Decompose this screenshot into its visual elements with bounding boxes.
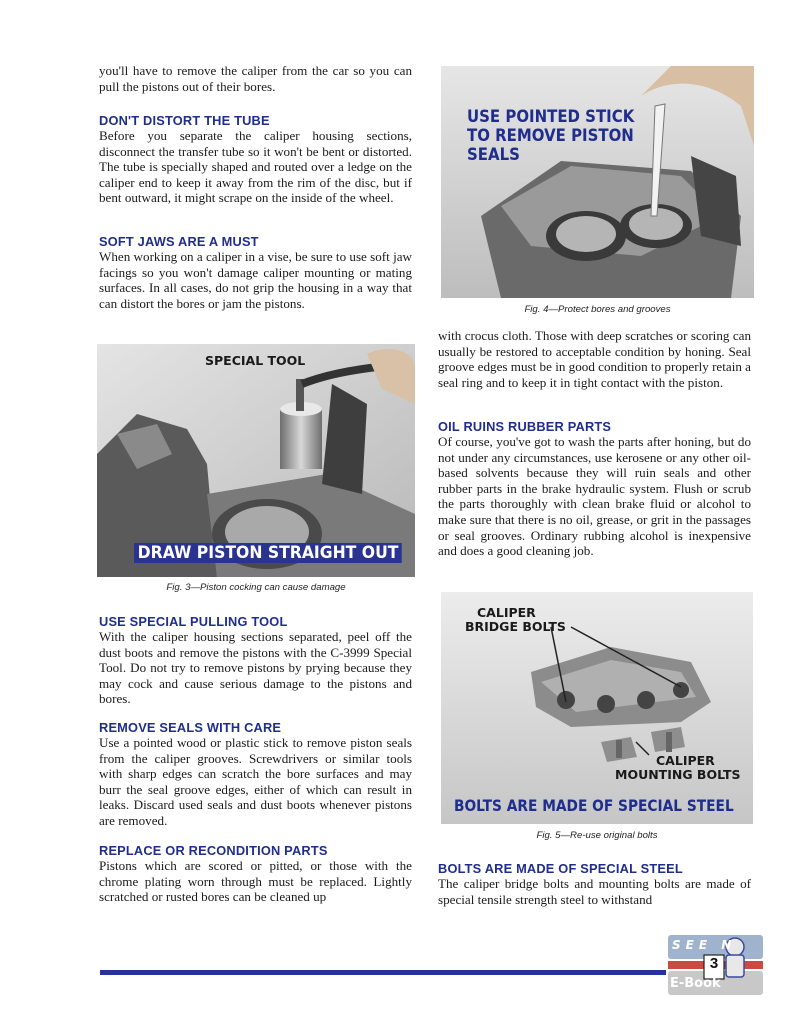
section-bolts xyxy=(438,861,751,907)
section-body: Use a pointed wood or plastic stick to remove piston seals from the caliper grooves. Screwdrivers or similar tools with sharp edges can scratch the bore surfaces and may burr the seal groove edges, either of which can result in leaks. Discard used seals and dust boots whenever pistons are removed. xyxy=(99,735,412,828)
fig4-label xyxy=(467,108,634,165)
watermark-top-text: SEE N xyxy=(672,938,737,952)
section-title: SOFT JAWS ARE A MUST xyxy=(99,234,259,249)
section-title: REPLACE OR RECONDITION PARTS xyxy=(99,843,328,858)
section-title: BOLTS ARE MADE OF SPECIAL STEEL xyxy=(438,861,683,876)
fig4-label-line: SEALS xyxy=(467,145,520,165)
fig4-illustration xyxy=(441,66,754,298)
fig5-caption: Fig. 5—Re-use original bolts xyxy=(536,830,658,841)
fig3-caption: Fig. 3—Piston cocking can cause damage xyxy=(166,582,346,593)
continued-paragraph: with crocus cloth. Those with deep scratches or scoring can usually be restored to acceptable condition by honing. Seal groove edges must be in good condition to properly retain a seal ring and to keep it in tight contact with the piston. xyxy=(438,328,751,390)
section-body: Pistons which are scored or pitted, or those with the chrome plating worn through must be replaced. Lightly scratched or rusted bores can be cleaned up xyxy=(99,858,412,905)
section-oil-ruins xyxy=(438,419,751,559)
left-intro xyxy=(99,63,412,94)
section-body: Before you separate the caliper housing sections, disconnect the transfer tube so it won't be bent or distorted. The tube is specially shaped and routed over a ledge on the caliper end to keep it away from the rim of the disc, but if bent outward, it might scrape on the inside of the wheel. xyxy=(99,128,412,206)
section-dont-distort xyxy=(99,113,412,206)
section-body: When working on a caliper in a vise, be sure to use soft jaw facings so you won't damage caliper mounting or mating surfaces. In all cases, do not grip the housing in a way that can distort the bores or jam the pistons. xyxy=(99,249,412,311)
fig5-bridge-label xyxy=(465,606,566,634)
fig5-bridge-line: BRIDGE BOLTS xyxy=(465,619,566,634)
section-special-tool xyxy=(99,614,412,707)
section-body: Of course, you've got to wash the parts after honing, but do not under any circumstances, use kerosene or any other oil-based solvents because they will ruin seals and other rubber parts in the brake hydraulic system. Flush or scrub the parts thoroughly with clean brake fluid or alcohol to make sure that there is no oil, grease, or grit in the passages or seal grooves. Ordinary rubbing alcohol is inexpensive and does a good cleaning job. xyxy=(438,434,751,559)
fig5-bridge-line: CALIPER xyxy=(477,605,536,620)
section-body: The caliper bridge bolts and mounting bolts are made of special tensile strength steel to withstand xyxy=(438,876,751,907)
watermark-bottom-text: E-Book xyxy=(670,976,721,991)
fig5-main-label: BOLTS ARE MADE OF SPECIAL STEEL xyxy=(454,796,734,815)
fig4-label-line: TO REMOVE PISTON xyxy=(467,126,634,146)
fig3-main-label: DRAW PISTON STRAIGHT OUT xyxy=(134,543,402,563)
fig4-photo xyxy=(441,66,754,298)
fig5-mounting-label xyxy=(615,753,741,782)
fig3-tool-label: SPECIAL TOOL xyxy=(205,353,306,368)
section-body: With the caliper housing sections separated, peel off the dust boots and remove the pistons with the C-3999 Special Tool. Do not try to remove pistons by prying because they may cock and cause serious damage to the pistons and bores. xyxy=(99,629,412,707)
section-title: USE SPECIAL PULLING TOOL xyxy=(99,614,288,629)
section-title: DON'T DISTORT THE TUBE xyxy=(99,113,270,128)
section-title: REMOVE SEALS WITH CARE xyxy=(99,720,282,735)
intro-paragraph: you'll have to remove the caliper from the car so you can pull the pistons out of their bores. xyxy=(99,63,412,94)
section-title: OIL RUINS RUBBER PARTS xyxy=(438,419,612,434)
section-remove-seals xyxy=(99,720,412,829)
section-replace-parts xyxy=(99,843,412,905)
fig4-caption: Fig. 4—Protect bores and grooves xyxy=(524,304,671,315)
fig4-label-line: USE POINTED STICK xyxy=(467,107,635,127)
fig5-mounting-line: MOUNTING BOLTS xyxy=(615,767,741,782)
fig5-photo xyxy=(441,592,753,824)
page-number: 3 xyxy=(709,955,719,972)
fig5-mounting-line: CALIPER xyxy=(656,753,715,768)
right-continued xyxy=(438,328,751,390)
footer-rule xyxy=(100,970,666,975)
page-number-badge xyxy=(668,935,763,997)
fig3-photo xyxy=(97,344,415,577)
section-soft-jaws xyxy=(99,234,412,311)
